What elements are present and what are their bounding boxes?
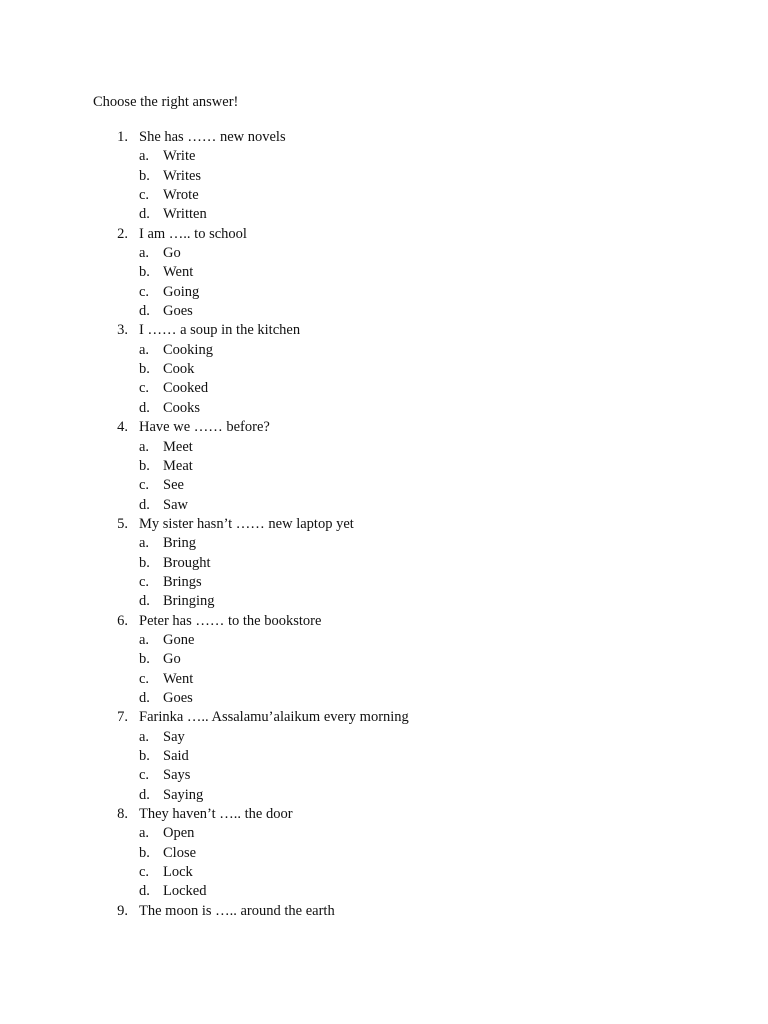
option-item	[0, 554, 768, 573]
option-item	[0, 689, 768, 708]
question-number: 6.	[117, 612, 128, 629]
option-letter: a.	[139, 438, 150, 455]
question-text: My sister hasn’t …… new laptop yet	[139, 515, 354, 532]
question-number: 8.	[117, 806, 128, 823]
option-item	[0, 747, 768, 766]
question-text: The moon is ….. around the earth	[139, 902, 335, 919]
option-text: Write	[163, 148, 196, 165]
option-letter: c.	[139, 573, 150, 590]
option-letter: c.	[139, 187, 150, 204]
option-letter: d.	[139, 883, 150, 900]
option-letter: d.	[139, 303, 150, 320]
question-1	[0, 128, 768, 147]
option-letter: a.	[139, 148, 150, 165]
option-item	[0, 399, 768, 418]
question-5	[0, 515, 768, 534]
option-letter: a.	[139, 245, 150, 262]
option-text: Cooked	[163, 380, 209, 397]
option-letter: a.	[139, 341, 150, 358]
option-item	[0, 728, 768, 747]
instruction-heading: Choose the right answer!	[93, 94, 239, 110]
question-number: 1.	[117, 129, 128, 145]
option-letter: c.	[139, 283, 150, 300]
option-letter: d.	[139, 786, 150, 803]
option-item	[0, 360, 768, 379]
option-letter: b.	[139, 844, 150, 861]
option-letter: c.	[139, 767, 150, 784]
option-text: Gone	[163, 631, 195, 648]
question-number: 3.	[117, 322, 128, 339]
option-text: Brought	[163, 554, 211, 571]
option-text: See	[163, 477, 184, 494]
option-item	[0, 863, 768, 882]
option-letter: d.	[139, 206, 150, 223]
option-letter: a.	[139, 825, 150, 842]
question-number: 9.	[117, 902, 128, 919]
option-text: Say	[163, 728, 185, 745]
option-item	[0, 496, 768, 515]
option-text: Lock	[163, 864, 193, 881]
option-text: Go	[163, 245, 181, 262]
option-item	[0, 302, 768, 321]
option-item	[0, 573, 768, 592]
option-letter: c.	[139, 670, 150, 687]
option-text: Going	[163, 283, 200, 300]
question-text: I am ….. to school	[139, 225, 247, 242]
option-item	[0, 631, 768, 650]
option-letter: d.	[139, 593, 150, 610]
option-text: Went	[163, 264, 194, 281]
option-letter: d.	[139, 399, 150, 416]
question-text: Peter has …… to the bookstore	[139, 612, 322, 629]
option-item	[0, 438, 768, 457]
option-item	[0, 283, 768, 302]
question-number: 4.	[117, 419, 128, 436]
option-item	[0, 205, 768, 224]
question-2	[0, 225, 768, 244]
question-3	[0, 321, 768, 340]
option-text: Goes	[163, 303, 193, 320]
question-text: Farinka ….. Assalamu’alaikum every morning	[139, 709, 409, 726]
option-item	[0, 341, 768, 360]
option-text: Written	[163, 206, 207, 223]
option-text: Cook	[163, 361, 195, 378]
option-text: Goes	[163, 689, 193, 706]
option-item	[0, 534, 768, 553]
option-item	[0, 670, 768, 689]
option-text: Saw	[163, 496, 188, 513]
option-text: Meat	[163, 457, 193, 474]
option-text: Says	[163, 767, 191, 784]
question-text: They haven’t ….. the door	[139, 806, 293, 823]
option-item	[0, 786, 768, 805]
option-item	[0, 186, 768, 205]
option-text: Bringing	[163, 593, 215, 610]
option-text: Went	[163, 670, 194, 687]
option-text: Open	[163, 825, 195, 842]
option-item	[0, 476, 768, 495]
option-item	[0, 824, 768, 843]
question-number: 2.	[117, 225, 128, 242]
question-text: She has …… new novels	[139, 129, 286, 145]
option-text: Bring	[163, 535, 197, 552]
option-letter: d.	[139, 689, 150, 706]
option-item	[0, 844, 768, 863]
option-letter: b.	[139, 651, 150, 668]
question-text: Have we …… before?	[139, 419, 270, 436]
question-8	[0, 805, 768, 824]
option-text: Brings	[163, 573, 202, 590]
question-7	[0, 708, 768, 727]
option-item	[0, 147, 768, 166]
question-number: 7.	[117, 709, 128, 726]
option-letter: b.	[139, 554, 150, 571]
option-item	[0, 244, 768, 263]
option-item	[0, 379, 768, 398]
question-text: I …… a soup in the kitchen	[139, 322, 301, 339]
option-text: Saying	[163, 786, 204, 803]
option-text: Cooking	[163, 341, 213, 358]
option-item	[0, 457, 768, 476]
option-letter: a.	[139, 535, 150, 552]
option-letter: b.	[139, 457, 150, 474]
option-text: Locked	[163, 883, 207, 900]
question-6	[0, 612, 768, 631]
option-letter: b.	[139, 264, 150, 281]
option-letter: b.	[139, 748, 150, 764]
question-4	[0, 418, 768, 437]
question-list	[0, 128, 768, 921]
option-text: Close	[163, 844, 197, 861]
option-text: Said	[163, 748, 189, 764]
option-letter: c.	[139, 864, 150, 881]
option-text: Wrote	[163, 187, 199, 204]
option-letter: b.	[139, 361, 150, 378]
option-letter: b.	[139, 167, 150, 184]
option-text: Writes	[163, 167, 202, 184]
option-letter: c.	[139, 380, 150, 397]
option-item	[0, 882, 768, 901]
option-letter: d.	[139, 496, 150, 513]
option-item	[0, 650, 768, 669]
question-9	[0, 902, 768, 921]
question-number: 5.	[117, 515, 128, 532]
option-item	[0, 263, 768, 282]
option-letter: c.	[139, 477, 150, 494]
option-text: Meet	[163, 438, 193, 455]
option-text: Go	[163, 651, 181, 668]
option-item	[0, 766, 768, 785]
option-text: Cooks	[163, 399, 201, 416]
option-letter: a.	[139, 631, 150, 648]
option-item	[0, 592, 768, 611]
option-letter: a.	[139, 728, 150, 745]
option-item	[0, 167, 768, 186]
